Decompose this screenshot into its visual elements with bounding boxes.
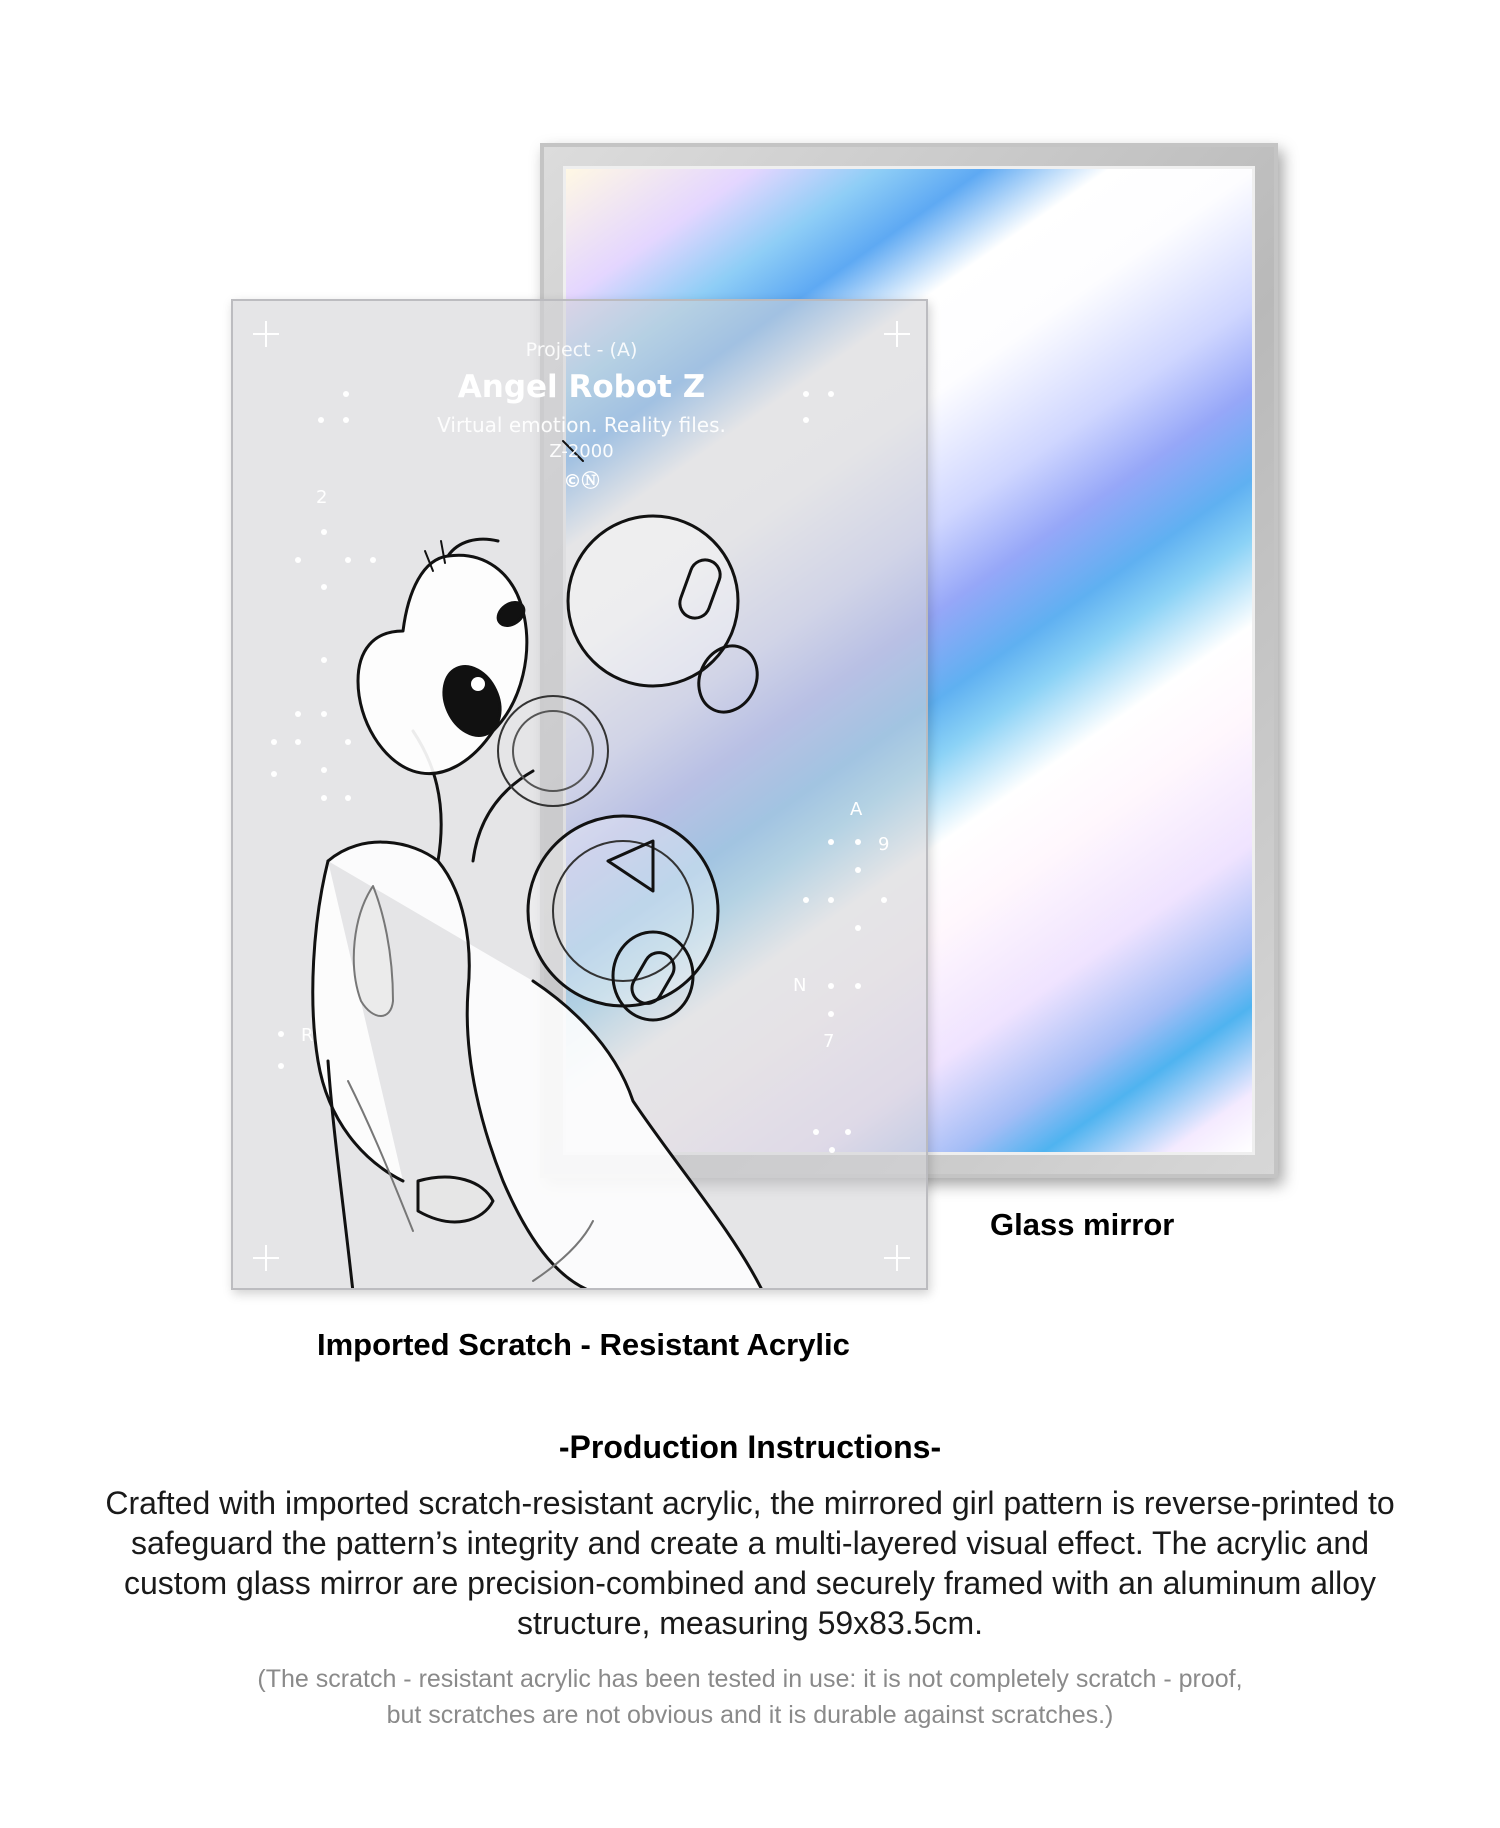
decor-dot <box>813 1129 819 1135</box>
decor-dot <box>855 867 861 873</box>
scatter-mark-7: 7 <box>823 1031 835 1052</box>
decor-dot <box>321 767 327 773</box>
decor-dot <box>828 1011 834 1017</box>
decor-dot <box>803 391 809 397</box>
artwork-code: Z-2000 <box>549 441 614 462</box>
glass-mirror-caption: Glass mirror <box>990 1207 1175 1242</box>
decor-dot <box>321 795 327 801</box>
decor-dot <box>343 417 349 423</box>
decor-dot <box>803 897 809 903</box>
decor-dot <box>828 839 834 845</box>
decor-dot <box>318 417 324 423</box>
decor-dot <box>278 1063 284 1069</box>
artwork-subtitle: Virtual emotion. Reality files. <box>437 413 726 437</box>
project-label: Project - (A) <box>525 339 638 361</box>
decor-dot <box>828 983 834 989</box>
decor-dot <box>345 795 351 801</box>
note-line-1: (The scratch - resistant acrylic has been tested in use: it is not completely scratch - proof, <box>257 1665 1243 1693</box>
decor-dot <box>881 897 887 903</box>
decor-dot <box>845 1129 851 1135</box>
scatter-mark-9: 9 <box>878 834 890 855</box>
instructions-body: Crafted with imported scratch-resistant acrylic, the mirrored girl pattern is reverse-printed to safeguard the pattern’s integrity and create a multi-layered visual effect. The acrylic and custom glass mirror are precision-combined and securely framed with an aluminum alloy structure, measuring 59x83.5cm. <box>105 1485 1395 1641</box>
note-line-2: but scratches are not obvious and it is durable against scratches.) <box>386 1701 1114 1729</box>
decor-dot <box>803 417 809 423</box>
copyright-logo: ©Ⓝ <box>563 471 600 492</box>
decor-dot <box>321 529 327 535</box>
instructions-heading: -Production Instructions- <box>558 1429 942 1465</box>
decor-dot <box>829 1147 835 1153</box>
acrylic-caption: Imported Scratch - Resistant Acrylic <box>317 1327 850 1362</box>
decor-dot <box>321 711 327 717</box>
decor-dot <box>321 584 327 590</box>
decor-dot <box>295 711 301 717</box>
instructions-note <box>160 1661 1340 1733</box>
decor-dot <box>855 839 861 845</box>
scatter-mark-r: R <box>301 1025 314 1046</box>
artwork-title: Angel Robot Z <box>457 369 706 405</box>
decor-dot <box>295 557 301 563</box>
decor-dot <box>345 557 351 563</box>
corner-mark-bottom-left <box>253 1245 279 1271</box>
decor-dot <box>271 739 277 745</box>
decor-dot <box>345 739 351 745</box>
decor-dot <box>370 557 376 563</box>
scatter-mark-n: N <box>793 975 807 996</box>
decor-dot <box>828 391 834 397</box>
decor-dot <box>271 771 277 777</box>
corner-mark-bottom-right <box>884 1245 910 1271</box>
decor-dot <box>855 925 861 931</box>
acrylic-panel <box>231 299 928 1290</box>
decor-dot <box>343 391 349 397</box>
decor-dot <box>278 1031 284 1037</box>
decor-dot <box>855 983 861 989</box>
decor-dot <box>295 739 301 745</box>
decor-dot <box>321 657 327 663</box>
decor-dot <box>828 897 834 903</box>
scatter-mark-a: A <box>850 799 863 820</box>
scatter-mark-2: 2 <box>316 487 328 508</box>
